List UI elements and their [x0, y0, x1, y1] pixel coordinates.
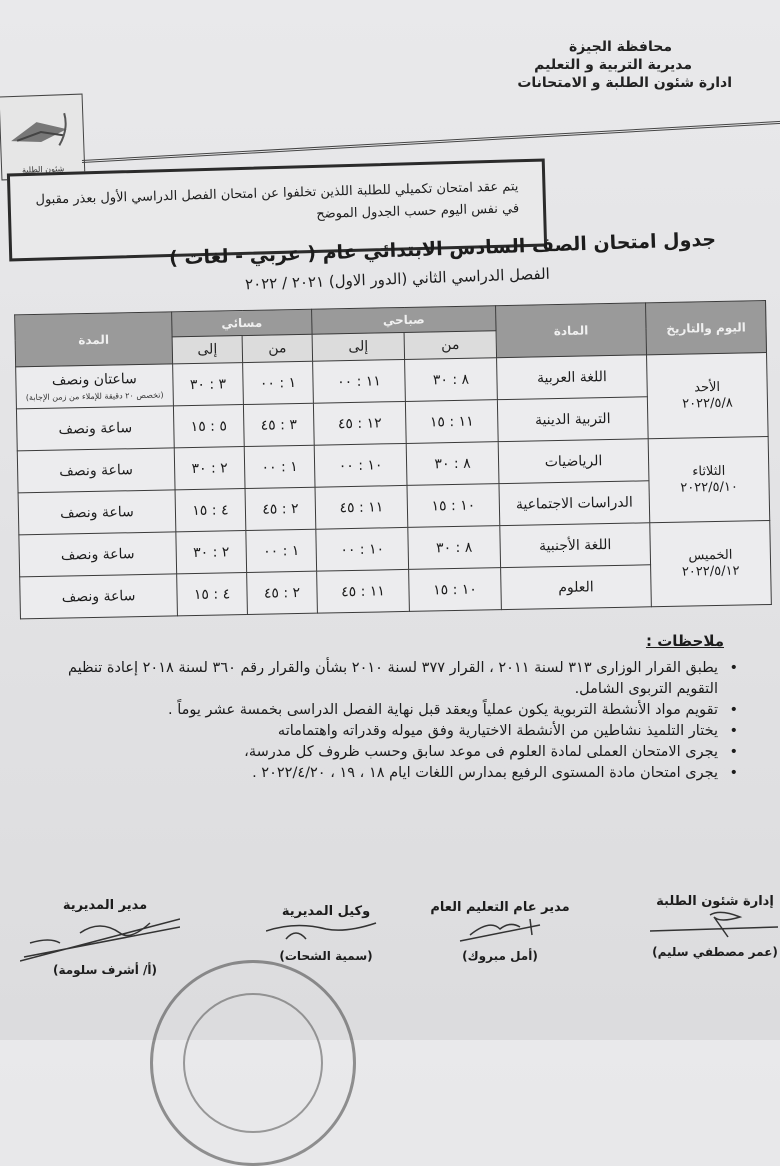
subject-cell: العلوم — [501, 565, 652, 610]
emblem-icon — [6, 109, 71, 151]
duration-cell: ساعة ونصف — [19, 532, 177, 577]
pm-to-cell: ٣ : ٣٠ — [173, 363, 244, 406]
pm-from-cell: ١ : ٠٠ — [246, 529, 317, 572]
governorate-name: محافظة الجيزة — [568, 39, 672, 55]
signature-general-director — [410, 900, 590, 963]
pm-from-cell: ٢ : ٤٥ — [245, 487, 316, 530]
am-from-cell: ١٠ : ١٥ — [407, 484, 500, 528]
signature-scribble-icon — [20, 913, 180, 963]
day-date: ٢٠٢٢/٥/٨ — [682, 395, 733, 412]
exam-schedule-table — [14, 300, 772, 619]
am-from-cell: ٨ : ٣٠ — [406, 442, 499, 486]
duration-value: ساعتان ونصف — [51, 371, 137, 389]
logo-caption: شئون الطلبة — [21, 164, 65, 175]
pm-from-cell: ٣ : ٤٥ — [243, 403, 314, 446]
am-to-cell: ١٠ : ٠٠ — [314, 443, 407, 487]
signature-title: إدارة شئون الطلبة — [656, 894, 774, 909]
duration-cell: ساعة ونصف — [18, 490, 176, 535]
am-to-cell: ١٢ : ٤٥ — [313, 401, 406, 445]
note-item: • يطبق القرار الوزارى ٣١٣ لسنة ٢٠١١ ، القرار ٣٧٧ لسنة ٢٠١٠ بشأن والقرار رقم ٣٦٠ لسنة ٢٠١٨ إعادة تنظيم التقويم التربوى الشامل. — [40, 658, 718, 700]
am-from-cell: ٨ : ٣٠ — [405, 358, 498, 402]
signatory-name: (أ/ أشرف سلومة) — [52, 963, 158, 977]
signature-scribble-icon — [650, 909, 780, 939]
am-to-cell: ١١ : ٤٥ — [315, 485, 408, 529]
signature-title: وكيل المديرية — [281, 904, 371, 919]
signatory-name: (سمية الشحات) — [279, 949, 373, 963]
day-cell — [648, 436, 770, 522]
header-divider — [82, 121, 780, 163]
day-name: الثلاثاء — [692, 463, 726, 479]
am-from-cell: ٨ : ٣٠ — [408, 526, 501, 570]
duration-note: (تخصص ٢٠ دقيقة للإملاء من زمن الإجابة) — [25, 390, 164, 403]
department-name: ادارة شئون الطلبة و الامتحانات — [517, 75, 732, 91]
pm-to-cell: ٥ : ١٥ — [173, 405, 244, 448]
pm-from-cell: ١ : ٠٠ — [244, 445, 315, 488]
day-date: ٢٠٢٢/٥/١٠ — [680, 479, 739, 496]
subject-cell: التربية الدينية — [497, 397, 648, 442]
am-to-cell: ١١ : ٠٠ — [313, 359, 406, 403]
day-name: الأحد — [694, 379, 721, 395]
day-name: الخميس — [688, 547, 733, 564]
header-evening-from: من — [242, 334, 313, 362]
directorate-name: مديرية التربية و التعليم — [534, 57, 692, 73]
signature-student-affairs — [650, 894, 780, 959]
notice-text: يتم عقد امتحان تكميلي للطلبة اللذين تخلفوا عن امتحان الفصل الدراسي الأول بعذر مقبول في نفس اليوم حسب الجدول الموضح — [35, 179, 520, 222]
header-morning-to: إلى — [312, 332, 405, 361]
page-subtitle: الفصل الدراسي الثاني (الدور الاول) ٢٠٢١ / ٢٠٢٢ — [244, 264, 551, 294]
duration-cell: ساعة ونصف — [16, 406, 174, 451]
header-evening-to: إلى — [172, 336, 243, 364]
duration-cell: ساعة ونصف — [17, 448, 175, 493]
subject-cell: اللغة العربية — [497, 355, 648, 400]
signature-title: مدير المديرية — [62, 898, 148, 913]
note-item: • تقويم مواد الأنشطة التربوية يكون عملياً ويعقد قبل نهاية الفصل الدراسى بخمسة عشر يوماً . — [40, 700, 718, 721]
pm-from-cell: ٢ : ٤٥ — [247, 571, 318, 614]
official-stamp — [150, 960, 356, 1166]
am-to-cell: ١١ : ٤٥ — [317, 569, 410, 613]
header-evening: مسائي — [172, 309, 312, 337]
signatory-name: (أمل مبروك) — [462, 949, 538, 963]
signature-scribble-icon — [440, 915, 560, 945]
signature-deputy — [256, 904, 396, 963]
day-cell — [650, 520, 772, 606]
signature-scribble-icon — [266, 919, 386, 945]
header-subject: المادة — [496, 303, 647, 358]
notes-heading: ملاحظات : — [645, 632, 724, 650]
pm-to-cell: ٢ : ٣٠ — [176, 531, 247, 574]
subject-cell: الدراسات الاجتماعية — [499, 481, 650, 526]
subject-cell: الرياضيات — [498, 439, 649, 484]
department-logo — [0, 94, 85, 181]
pm-to-cell: ٤ : ١٥ — [175, 489, 246, 532]
header-morning-from: من — [404, 331, 497, 360]
pm-from-cell: ١ : ٠٠ — [243, 361, 314, 404]
header-duration: المدة — [15, 312, 173, 367]
letterhead — [412, 38, 732, 92]
header-morning: صباحي — [312, 306, 496, 335]
notes-list — [40, 658, 740, 784]
page-title: جدول امتحان الصف السادس الابتدائي عام ( عربي - لغات ) — [168, 228, 717, 270]
note-item: • يختار التلميذ نشاطين من الأنشطة الاختيارية وفق ميوله وقدراته واهتماماته — [40, 721, 718, 742]
day-cell — [647, 352, 769, 438]
header-day-date: اليوم والتاريخ — [646, 301, 767, 355]
note-item: • يجرى الامتحان العملى لمادة العلوم فى موعد سابق وحسب ظروف كل مدرسة، — [40, 742, 718, 763]
am-from-cell: ١١ : ١٥ — [405, 400, 498, 444]
pm-to-cell: ٢ : ٣٠ — [174, 447, 245, 490]
signature-director — [30, 898, 180, 977]
am-to-cell: ١٠ : ٠٠ — [316, 527, 409, 571]
pm-to-cell: ٤ : ١٥ — [177, 573, 248, 616]
day-date: ٢٠٢٢/٥/١٢ — [681, 563, 740, 580]
signature-title: مدير عام التعليم العام — [430, 900, 570, 915]
subject-cell: اللغة الأجنبية — [500, 523, 651, 568]
signatory-name: (عمر مصطفي سليم) — [652, 945, 778, 959]
duration-cell — [16, 364, 174, 409]
note-item: • يجرى امتحان مادة المستوى الرفيع بمدارس اللغات ايام ١٨ ، ١٩ ، ٢٠٢٢/٤/٢٠ . — [40, 763, 718, 784]
am-from-cell: ١٠ : ١٥ — [409, 568, 502, 612]
duration-cell: ساعة ونصف — [20, 574, 178, 619]
